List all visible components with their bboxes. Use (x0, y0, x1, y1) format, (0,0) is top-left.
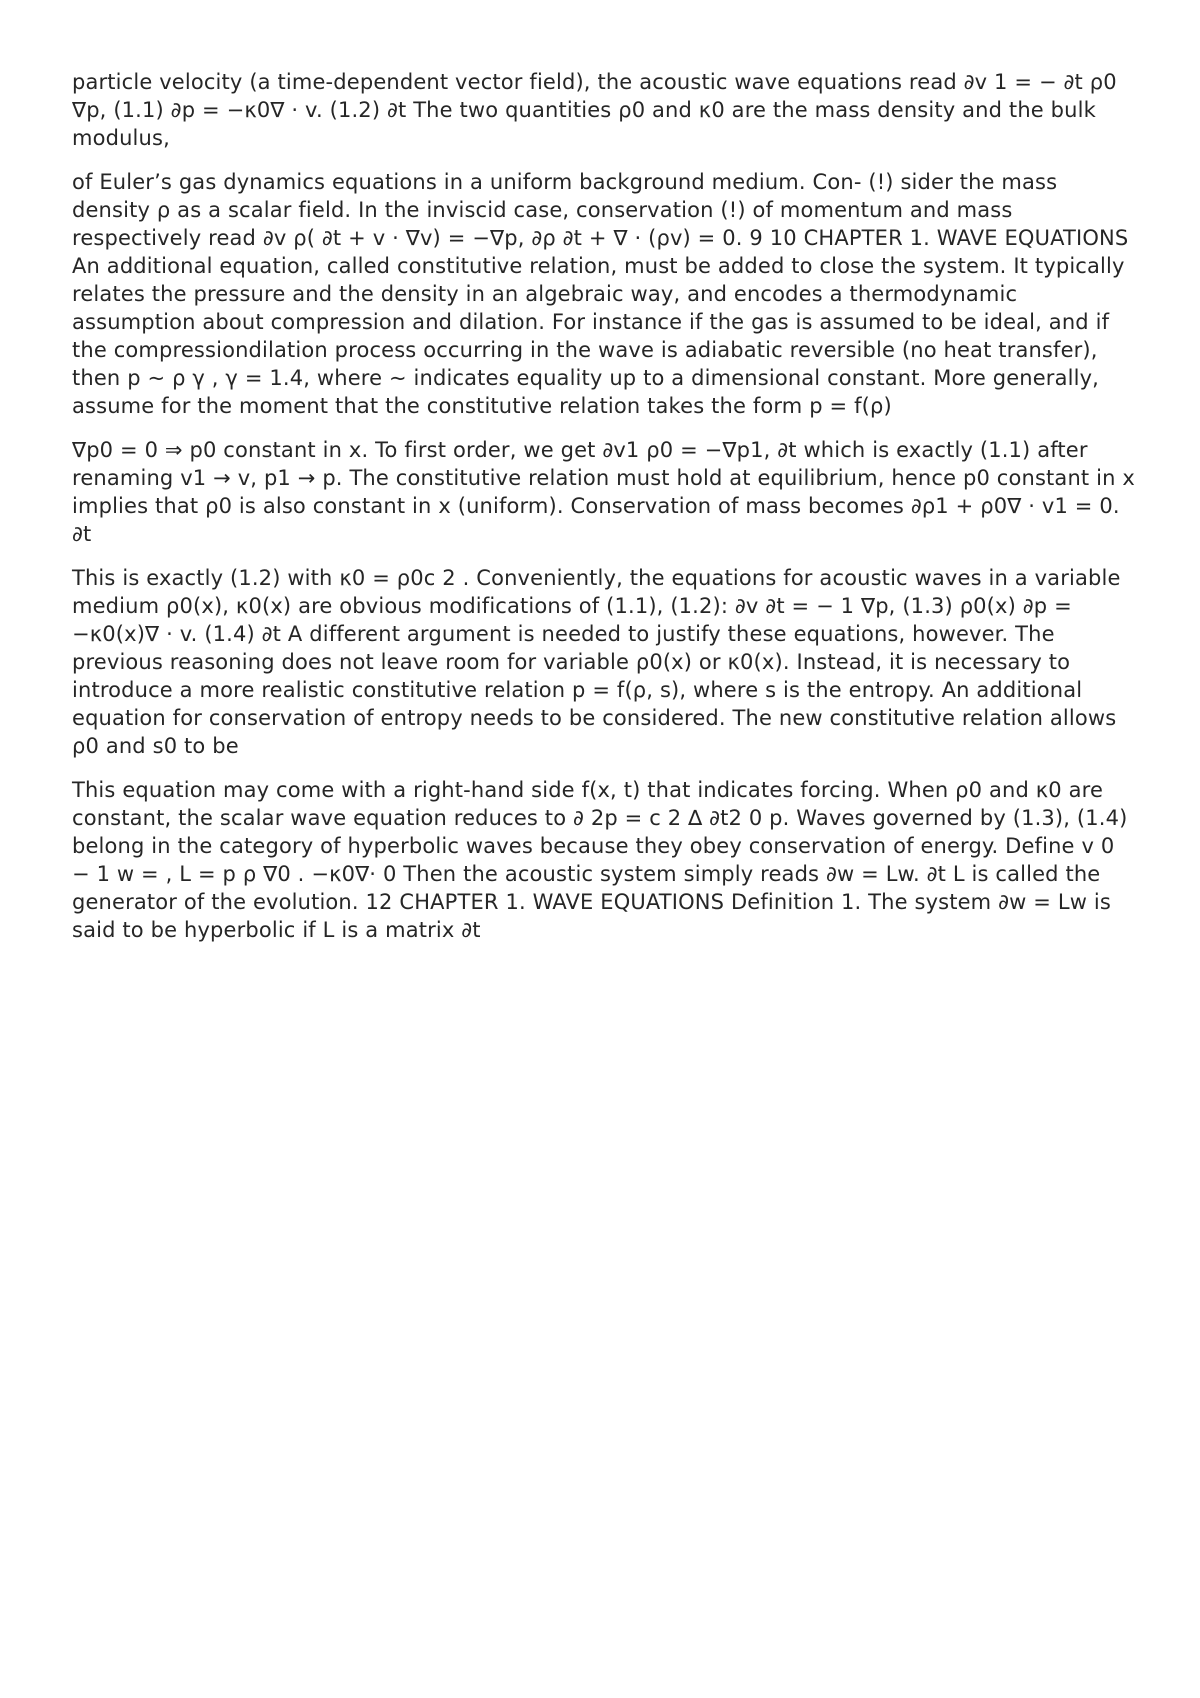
document-page (72, 68, 1137, 960)
paragraph: particle velocity (a time-dependent vector field), the acoustic wave equations read ∂v 1 = − ∂t ρ0 ∇p, (1.1) ∂p = −κ0∇ · v. (1.2) ∂t The two quantities ρ0 and κ0 are the mass density and the bulk modulus, (72, 70, 1117, 150)
paragraph: This equation may come with a right-hand side f(x, t) that indicates forcing. When ρ0 and κ0 are constant, the scalar wave equation reduces to ∂ 2p = c 2 ∆ ∂t2 0 p. Waves governed by (1.3), (1.4) belong in the category of hyperbolic waves because they obey conservation of energy. Define v 0 − 1 w = , L = p ρ ∇0 . −κ0∇· 0 Then the acoustic system simply reads ∂w = Lw. ∂t L is called the generator of the evolution. 12 CHAPTER 1. WAVE EQUATIONS Definition 1. The system ∂w = Lw is said to be hyperbolic if L is a matrix ∂t (72, 778, 1128, 942)
paragraph: of Euler’s gas dynamics equations in a uniform background medium. Con- (!) sider the mass density ρ as a scalar field. In the inviscid case, conservation (!) of momentum and mass respectively read ∂v ρ( ∂t + v · ∇v) = −∇p, ∂ρ ∂t + ∇ · (ρv) = 0. 9 10 CHAPTER 1. WAVE EQUATIONS An additional equation, called constitutive relation, must be added to close the system. It typically relates the pressure and the density in an algebraic way, and encodes a thermodynamic assumption about compression and dilation. For instance if the gas is assumed to be ideal, and if the compressiondilation process occurring in the wave is adiabatic reversible (no heat transfer), then p ∼ ρ γ , γ = 1.4, where ∼ indicates equality up to a dimensional constant. More generally, assume for the moment that the constitutive relation takes the form p = f(ρ) (72, 170, 1129, 418)
paragraph: ∇p0 = 0 ⇒ p0 constant in x. To first order, we get ∂v1 ρ0 = −∇p1, ∂t which is exactly (1.1) after renaming v1 → v, p1 → p. The constitutive relation must hold at equilibrium, hence p0 constant in x implies that ρ0 is also constant in x (uniform). Conservation of mass becomes ∂ρ1 + ρ0∇ · v1 = 0. ∂t (72, 438, 1135, 546)
paragraph: This is exactly (1.2) with κ0 = ρ0c 2 . Conveniently, the equations for acoustic waves in a variable medium ρ0(x), κ0(x) are obvious modifications of (1.1), (1.2): ∂v ∂t = − 1 ∇p, (1.3) ρ0(x) ∂p = −κ0(x)∇ · v. (1.4) ∂t A different argument is needed to justify these equations, however. The previous reasoning does not leave room for variable ρ0(x) or κ0(x). Instead, it is necessary to introduce a more realistic constitutive relation p = f(ρ, s), where s is the entropy. An additional equation for conservation of entropy needs to be considered. The new constitutive relation allows ρ0 and s0 to be (72, 566, 1121, 758)
